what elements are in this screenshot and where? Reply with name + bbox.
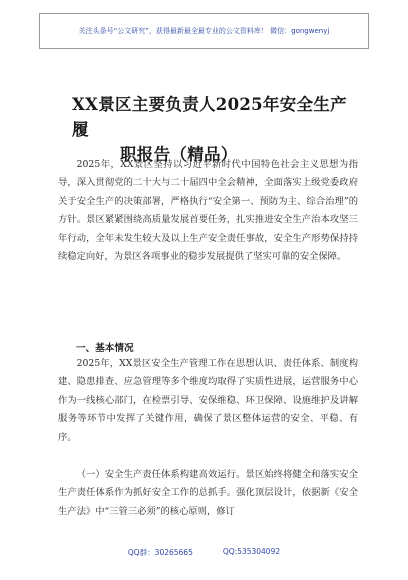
basic-situation-paragraph: 2025年，XX景区安全生产管理工作在思想认识、责任体系、制度构建、隐患排查、应急管理等多个维度均取得了实质性进展，运营服务中心作为一线核心部门，在检票引导、安保维稳、环卫保障、设施维护及讲解服务等环节中发挥了关键作用，确保了景区整体运营的安全、平稳、有序。	[58, 358, 358, 443]
responsibility-system-paragraph: （一）安全生产责任体系构建高效运行。景区始终将健全和落实安全生产责任体系作为抓好安全工作的总抓手。强化顶层设计，依据新《安全生产法》中“三管三必须”的核心原则，修订	[58, 469, 358, 517]
footer-qq-contact: QQ:535304092	[222, 547, 281, 556]
intro-paragraph: 2025年，XX景区坚持以习近平新时代中国特色社会主义思想为指导，深入贯彻党的二十大与二十届四中全会精神，全面落实上级党委政府关于安全生产的决策部署，严格执行“安全第一、预防为主、综合治理”的方针。景区紧紧围绕高质量发展首要任务，扎实推进安全生产治本攻坚三年行动，全年未发生较大及以上生产安全责任事故，安全生产形势保持持续稳定向好，为景区各项事业的稳步发展提供了坚实可靠的安全保障。	[58, 159, 358, 263]
title-line-1: XX景区主要负责人2025年安全生产履	[72, 95, 347, 139]
title-line-2: 职报告（精品）	[120, 145, 238, 164]
footer-qq-group: QQ群：30265665	[127, 548, 193, 557]
footer	[0, 547, 408, 558]
section-heading-basic: 一、基本情况	[76, 343, 134, 354]
promo-banner	[39, 13, 369, 49]
promo-banner-text: 关注头条号“公文研究”，获得最新最全最专业的公文资料库！ 微信：gongwenyj	[78, 27, 330, 35]
